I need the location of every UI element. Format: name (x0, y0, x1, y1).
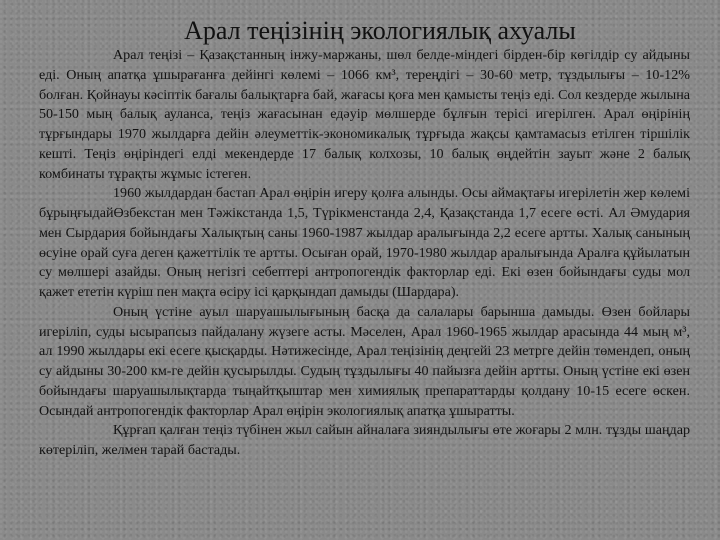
paragraph-3: Оның үстіне ауыл шаруашылығының басқа да салалары барынша дамыды. Өзен бойлары игеріліп, суды ысырапсыз пайдалану жүзеге асты. Мәселен, Арал 1960-1965 жылдар арасында 44 мың м³, ал 1990 жылдары екі есеге қысқарды. Нәтижесінде, Арал теңізінің деңгейі 23 метрге дейін төмендеп, оның су айдыны 30-200 км-ге дейін қусырылды. Судың тұздылығы 40 пайызға дейін артты. Оның үстіне екі өзен бойындағы шаруашылықтарда тыңайтқыштар мен химиялық препараттарды қолдану 10-15 есеге өскен. Осындай антропогендік факторлар Арал өңірін экологиялық апатқа ұшыратты. (39, 303, 690, 419)
slide-body (39, 46, 690, 461)
slide-title: Арал теңізінің экологиялық ахуалы (184, 16, 576, 45)
paragraph-1: Арал теңізі – Қазақстанның інжу-маржаны, шөл белде-міндегі бірден-бір көгілдір су айдыны еді. Оның апатқа ұшырағанға дейінгі көлемі – 1066 км³, тереңдігі – 30-60 метр, тұздылығы – 10-12% болған. Қойнауы кәсіптік бағалы балықтарға бай, жағасы қоға мен қамысты теңіз еді. Сол кездерде жылына 50-150 мың балық ауланса, теңіз жағасынан едәуір мөлшерде бұлғын терісі игерілген. Арал өңірінің тұрғындары 1970 жылдарға дейін әлеуметтік-экономикалық тұрғыда жақсы қамтамасыз етілген тіршілік кешті. Теңіз өңіріндегі елді мекендерде 17 балық колхозы, 10 балық өңдейтін зауыт және 2 балық комбинаты тұрақты жұмыс істеген. (39, 47, 690, 182)
paragraph-4: Құрғап қалған теңіз түбінен жыл сайын айналаға зияндылығы өте жоғары 2 млн. тұзды шаңдар көтеріліп, желмен тарай бастады. (39, 422, 690, 458)
paragraph-2: 1960 жылдардан бастап Арал өңірін игеру қолға алынды. Осы аймақтағы игерілетін жер көлемі бұрыңғыдайӨзбекстан мен Тәжікстанда 1,5, Түрікменстанда 2,4, Қазақстанда 1,7 есеге өсті. Ал Әмудария мен Сырдария бойындағы Халықтың саны 1960-1987 жылдар аралығында 2,2 есеге артты. Халық санының өсуіне орай суға деген қажеттілік те артты. Осыған орай, 1970-1980 жылдар аралығында Аралға құйылатын су мөлшері азайды. Оның негізгі себептері антропогендік факторлар еді. Екі өзен бойындағы суды мол қажет ететін күріш пен мақта өсіру ісі қарқындап дамыды (Шардара). (39, 185, 690, 300)
